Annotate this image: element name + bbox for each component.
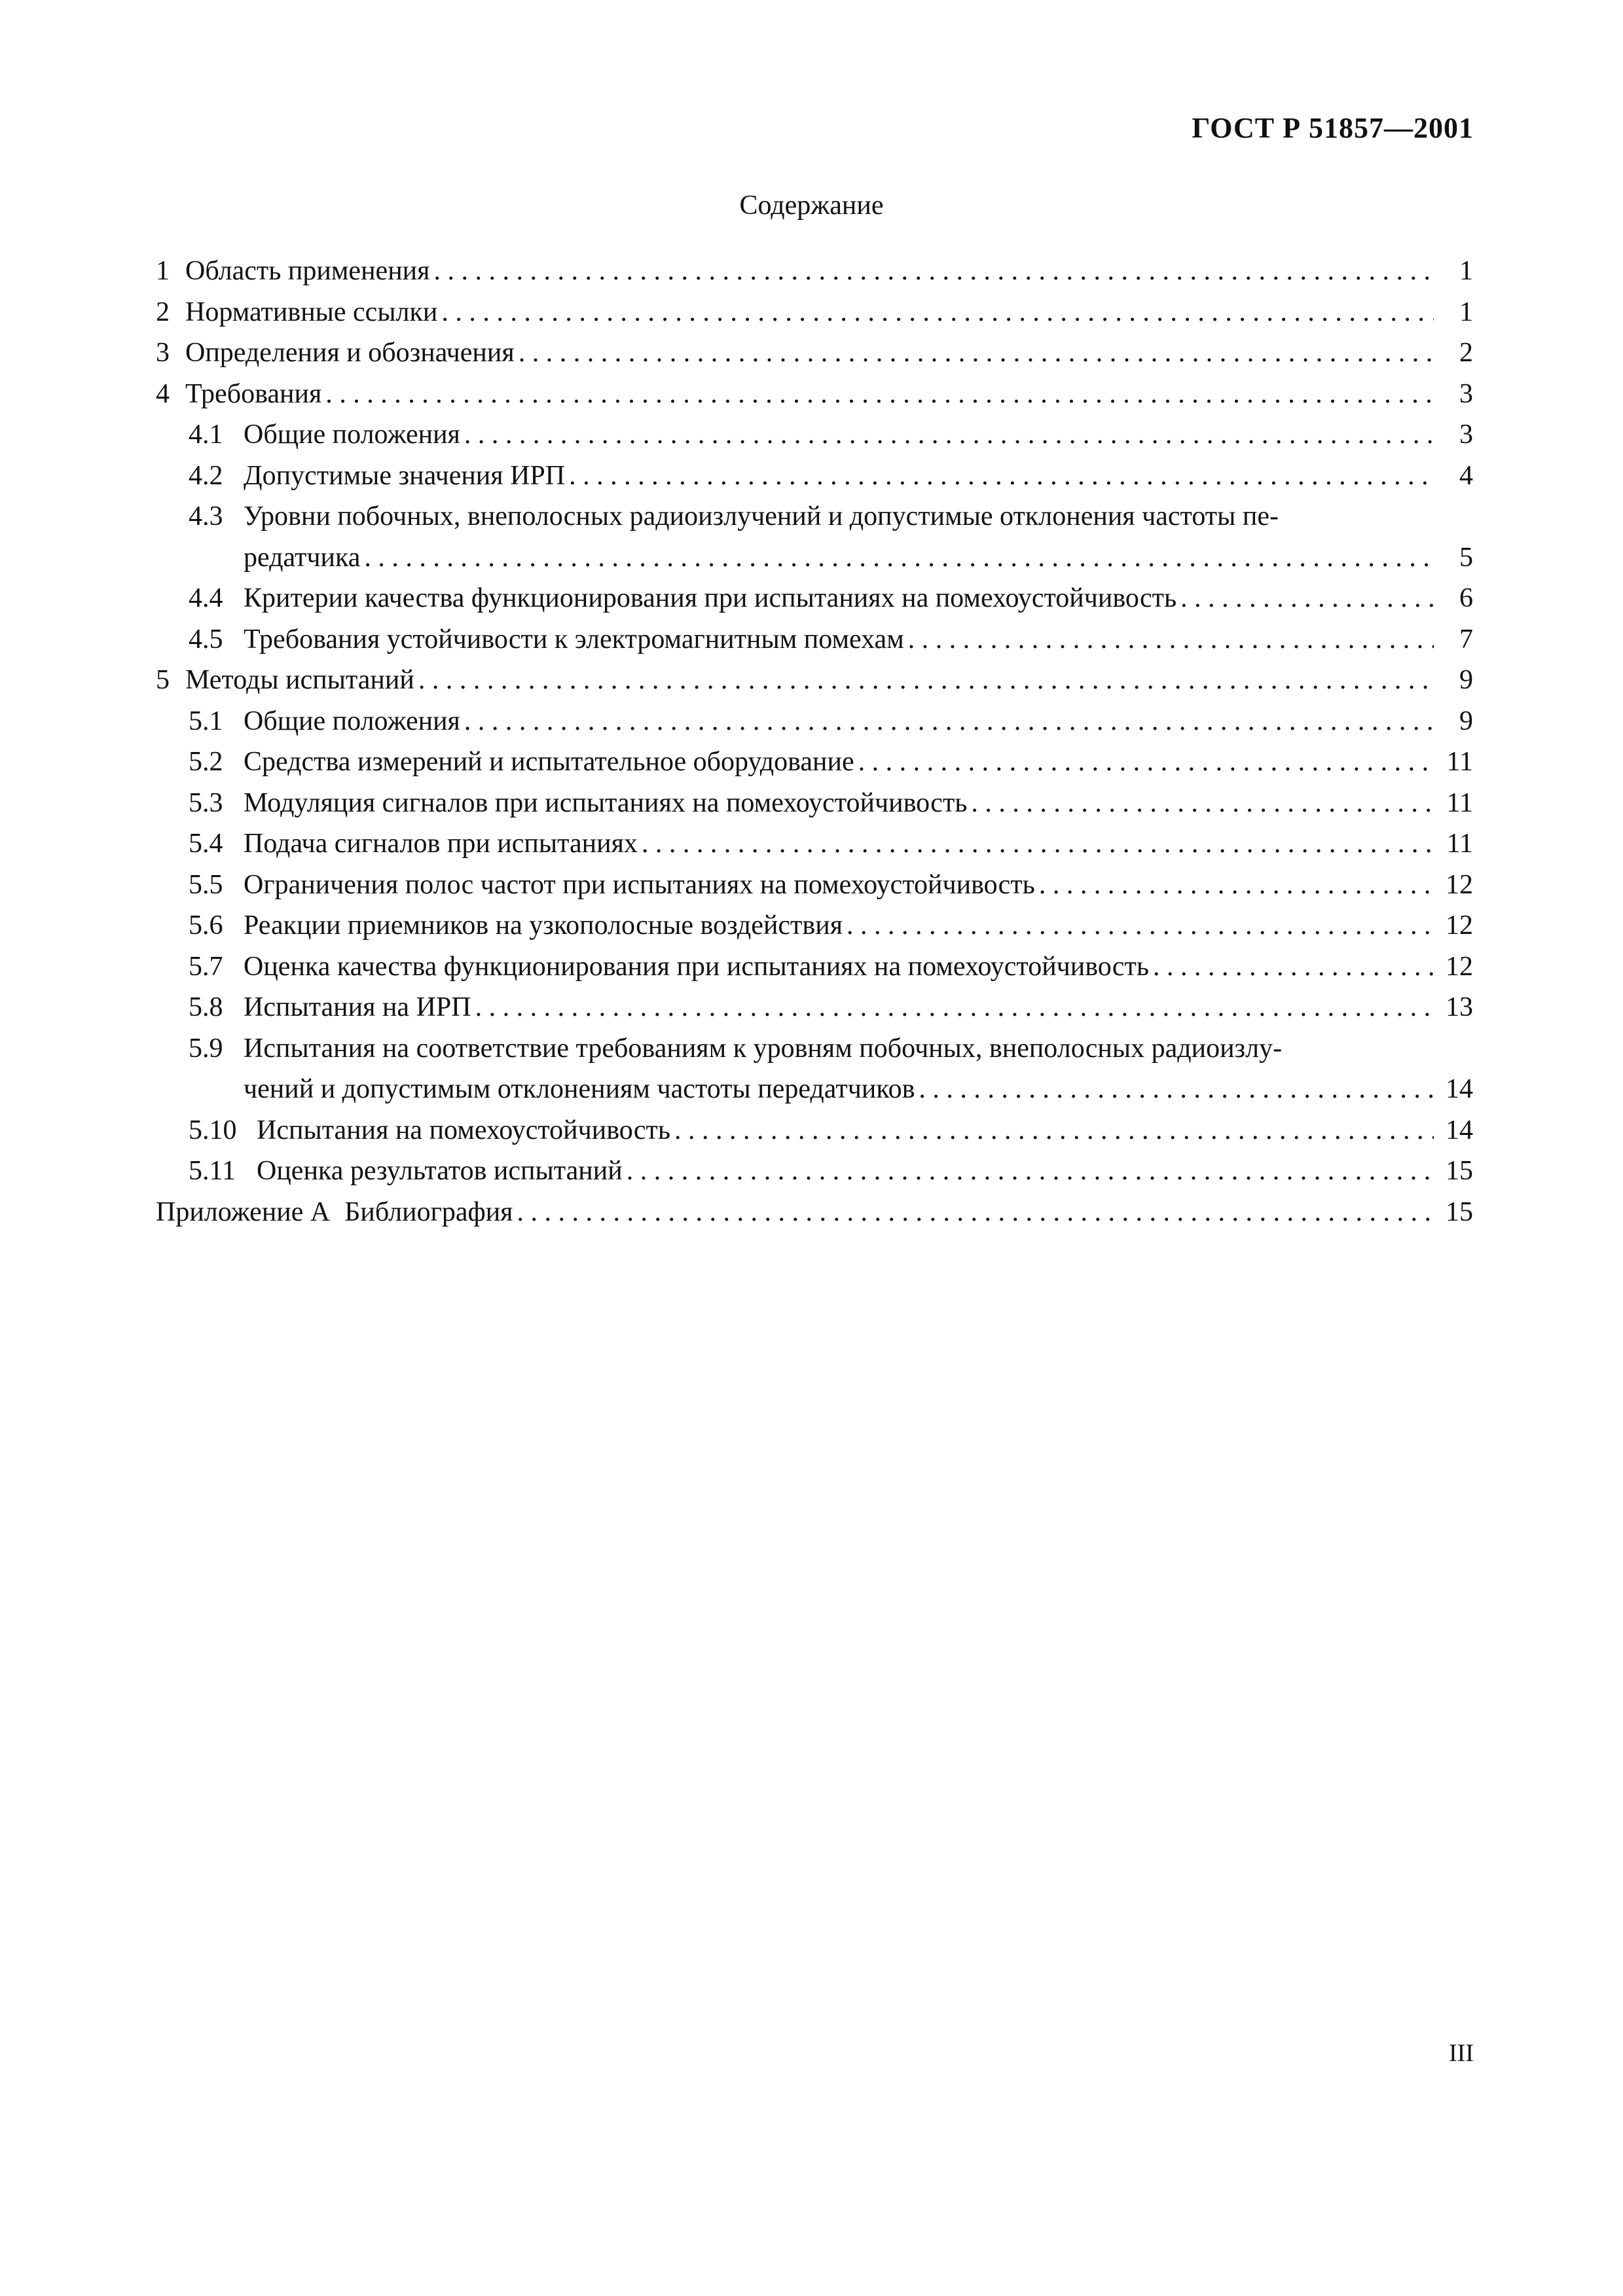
toc-entry-4-4[interactable] bbox=[156, 578, 1473, 619]
toc-leader-dots bbox=[517, 1192, 1434, 1233]
toc-leader-dots bbox=[908, 619, 1434, 660]
toc-entry-4[interactable] bbox=[156, 374, 1473, 415]
toc-entry-title: Оценка результатов испытаний bbox=[257, 1156, 623, 1186]
toc-leader-dots bbox=[418, 660, 1434, 701]
toc-entry-number: 5.2 bbox=[189, 747, 223, 777]
toc-entry-page: 13 bbox=[1446, 992, 1473, 1022]
toc-entry-5-4[interactable] bbox=[156, 823, 1473, 865]
toc-entry-number: 1 bbox=[156, 256, 170, 286]
table-of-contents bbox=[156, 251, 1473, 1232]
toc-entry-1[interactable] bbox=[156, 251, 1473, 292]
toc-entry-page: 1 bbox=[1459, 256, 1473, 286]
toc-entry-number: 5.6 bbox=[189, 910, 223, 941]
toc-entry-title: Общие положения bbox=[244, 420, 460, 450]
toc-entry-page: 11 bbox=[1446, 829, 1473, 859]
toc-leader-dots bbox=[642, 823, 1434, 865]
toc-leader-dots bbox=[627, 1151, 1434, 1192]
toc-entry-title: Ограничения полос частот при испытаниях на помехоустойчивость bbox=[244, 869, 1035, 900]
toc-entry-number: 5.5 bbox=[189, 869, 223, 900]
toc-entry-3[interactable] bbox=[156, 332, 1473, 374]
toc-entry-title: Библиография bbox=[344, 1196, 513, 1227]
toc-entry-5-8[interactable] bbox=[156, 987, 1473, 1028]
toc-entry-number: 5.1 bbox=[189, 706, 223, 736]
toc-entry-number: 4.2 bbox=[189, 460, 223, 491]
toc-entry-page: 14 bbox=[1446, 1074, 1473, 1104]
toc-entry-4-3[interactable] bbox=[156, 496, 1473, 578]
toc-entry-5-3[interactable] bbox=[156, 783, 1473, 824]
toc-entry-title: Общие положения bbox=[244, 706, 460, 736]
toc-entry-page: 14 bbox=[1446, 1115, 1473, 1145]
toc-entry-appendix-a[interactable] bbox=[156, 1192, 1473, 1233]
toc-entry-page: 5 bbox=[1459, 542, 1473, 573]
toc-entry-number: Приложение А bbox=[156, 1196, 331, 1227]
toc-entry-title: Критерии качества функционирования при испытаниях на помехоустойчивость bbox=[244, 583, 1177, 613]
toc-entry-title: Подача сигналов при испытаниях bbox=[244, 829, 638, 859]
toc-entry-5-5[interactable] bbox=[156, 865, 1473, 906]
toc-entry-page: 11 bbox=[1446, 747, 1473, 777]
toc-entry-page: 9 bbox=[1459, 706, 1473, 736]
toc-entry-5-9[interactable] bbox=[156, 1028, 1473, 1110]
toc-entry-number: 4.1 bbox=[189, 420, 223, 450]
toc-entry-title: Испытания на ИРП bbox=[244, 992, 471, 1022]
toc-entry-number: 5 bbox=[156, 665, 170, 695]
page-number: III bbox=[1449, 2039, 1474, 2067]
toc-entry-2[interactable] bbox=[156, 292, 1473, 333]
toc-entry-page: 1 bbox=[1459, 296, 1473, 327]
toc-entry-number: 5.3 bbox=[189, 787, 223, 818]
toc-entry-page: 9 bbox=[1459, 665, 1473, 695]
toc-entry-5-1[interactable] bbox=[156, 701, 1473, 742]
toc-entry-title: Определения и обозначения bbox=[185, 338, 515, 368]
toc-entry-number: 5.4 bbox=[189, 829, 223, 859]
toc-entry-title: Оценка качества функционирования при испытаниях на помехоустойчивость bbox=[244, 951, 1150, 982]
toc-entry-page: 12 bbox=[1446, 910, 1473, 941]
toc-entry-page: 12 bbox=[1446, 951, 1473, 982]
toc-leader-dots bbox=[325, 374, 1434, 415]
toc-entry-page: 4 bbox=[1459, 460, 1473, 491]
toc-leader-dots bbox=[858, 742, 1434, 783]
toc-entry-page: 2 bbox=[1459, 338, 1473, 368]
toc-entry-4-2[interactable] bbox=[156, 456, 1473, 497]
toc-entry-page: 3 bbox=[1459, 378, 1473, 409]
toc-entry-title-line1: Уровни побочных, внеполосных радиоизлучений и допустимые отклонения частоты пе- bbox=[244, 501, 1279, 531]
toc-entry-title: Допустимые значения ИРП bbox=[244, 460, 566, 491]
toc-entry-4-5[interactable] bbox=[156, 619, 1473, 660]
toc-leader-dots bbox=[919, 1069, 1434, 1110]
toc-leader-dots bbox=[464, 701, 1434, 742]
toc-entry-5[interactable] bbox=[156, 660, 1473, 701]
toc-leader-dots bbox=[674, 1110, 1434, 1151]
toc-entry-title: Испытания на помехоустойчивость bbox=[257, 1115, 670, 1145]
toc-entry-title-line2: редатчика bbox=[244, 542, 361, 573]
toc-leader-dots bbox=[464, 414, 1434, 456]
toc-entry-page: 15 bbox=[1446, 1156, 1473, 1186]
toc-entry-page: 12 bbox=[1446, 869, 1473, 900]
toc-entry-page: 6 bbox=[1459, 583, 1473, 613]
toc-entry-title: Реакции приемников на узкополосные воздействия bbox=[244, 910, 843, 941]
toc-leader-dots bbox=[971, 783, 1434, 824]
toc-entry-4-1[interactable] bbox=[156, 414, 1473, 456]
toc-leader-dots bbox=[1039, 865, 1434, 906]
toc-entry-5-2[interactable] bbox=[156, 742, 1473, 783]
toc-entry-page: 7 bbox=[1459, 624, 1473, 655]
toc-entry-title: Требования bbox=[185, 378, 322, 409]
toc-leader-dots bbox=[1180, 578, 1434, 619]
toc-entry-5-7[interactable] bbox=[156, 946, 1473, 988]
toc-leader-dots bbox=[519, 332, 1434, 374]
toc-entry-number: 4 bbox=[156, 378, 170, 409]
toc-entry-number: 5.8 bbox=[189, 992, 223, 1022]
toc-entry-title: Методы испытаний bbox=[185, 665, 414, 695]
toc-leader-dots bbox=[569, 456, 1434, 497]
toc-entry-5-6[interactable] bbox=[156, 905, 1473, 946]
toc-entry-5-11[interactable] bbox=[156, 1151, 1473, 1192]
toc-entry-number: 3 bbox=[156, 338, 170, 368]
toc-entry-page: 11 bbox=[1446, 787, 1473, 818]
toc-leader-dots bbox=[847, 905, 1434, 946]
toc-entry-5-10[interactable] bbox=[156, 1110, 1473, 1151]
toc-entry-title: Требования устойчивости к электромагнитным помехам bbox=[244, 624, 904, 655]
toc-entry-number: 4.5 bbox=[189, 624, 223, 655]
toc-entry-number: 4.3 bbox=[189, 501, 223, 531]
toc-leader-dots bbox=[433, 251, 1434, 292]
toc-entry-number: 4.4 bbox=[189, 583, 223, 613]
toc-entry-title: Нормативные ссылки bbox=[185, 296, 438, 327]
toc-entry-title: Модуляция сигналов при испытаниях на помехоустойчивость bbox=[244, 787, 968, 818]
toc-entry-title: Средства измерений и испытательное оборудование bbox=[244, 747, 854, 777]
toc-leader-dots bbox=[1153, 946, 1434, 988]
toc-entry-title: Область применения bbox=[185, 256, 430, 286]
toc-entry-page: 15 bbox=[1446, 1196, 1473, 1227]
toc-entry-number: 5.10 bbox=[189, 1115, 237, 1145]
toc-title: Содержание bbox=[739, 190, 884, 221]
toc-entry-title-line2: чений и допустимым отклонениям частоты передатчиков bbox=[244, 1074, 915, 1104]
document-header: ГОСТ Р 51857—2001 bbox=[1192, 112, 1474, 144]
toc-leader-dots bbox=[364, 537, 1434, 579]
toc-entry-number: 5.7 bbox=[189, 951, 223, 982]
toc-entry-number: 2 bbox=[156, 296, 170, 327]
toc-entry-number: 5.9 bbox=[189, 1033, 223, 1064]
toc-leader-dots bbox=[441, 292, 1434, 333]
toc-leader-dots bbox=[475, 987, 1434, 1028]
toc-entry-title-line1: Испытания на соответствие требованиям к уровням побочных, внеполосных радиоизлу- bbox=[244, 1033, 1283, 1064]
toc-entry-page: 3 bbox=[1459, 420, 1473, 450]
toc-entry-number: 5.11 bbox=[189, 1156, 236, 1186]
